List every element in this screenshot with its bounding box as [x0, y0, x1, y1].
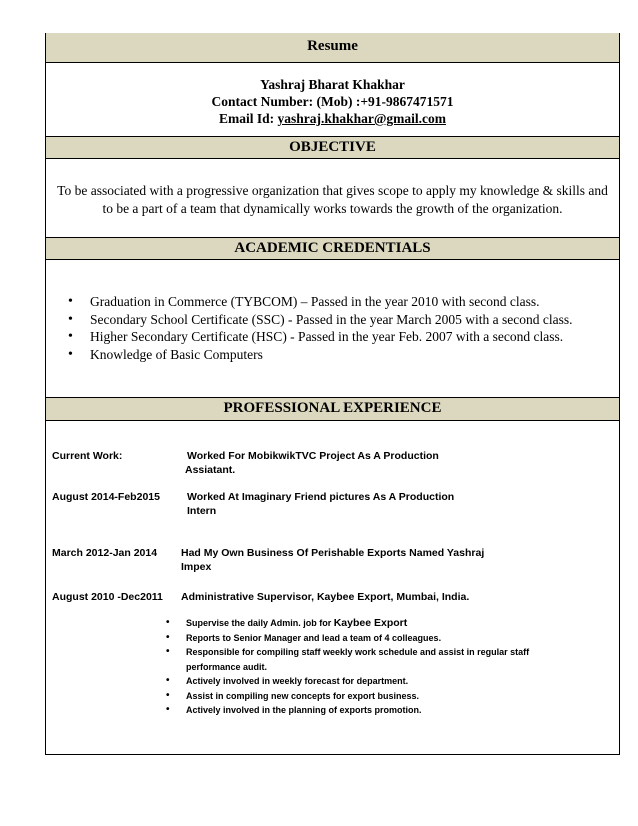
experience-role	[187, 490, 454, 518]
experience-role	[181, 546, 484, 574]
objective-text: To be associated with a progressive organization that gives scope to apply my knowledge & skills and to be a part of a team that dynamically works towards the growth of the organization.	[57, 183, 608, 216]
duty-company: Kaybee Export	[333, 617, 408, 629]
academic-item: • Secondary School Certificate (SSC) - Passed in the year March 2005 with a second class.	[66, 311, 573, 329]
experience-role-line: Intern	[187, 505, 217, 517]
email-line	[46, 110, 619, 127]
duty-item	[166, 616, 586, 631]
experience-role	[181, 590, 469, 604]
objective-heading: OBJECTIVE	[289, 139, 376, 155]
academic-item: • Knowledge of Basic Computers	[66, 346, 573, 364]
email-link[interactable]: yashraj.khakhar@gmail.com	[277, 111, 447, 126]
experience-period: August 2014-Feb2015	[52, 491, 160, 503]
resume-title-band	[46, 33, 619, 63]
duty-item: • Responsible for compiling staff weekly work schedule and assist in regular staff performance audit.	[166, 645, 586, 674]
academic-item: • Higher Secondary Certificate (HSC) - Passed in the year Feb. 2007 with a second class.	[66, 328, 573, 346]
objective-band	[46, 136, 619, 159]
experience-band	[46, 397, 619, 421]
email-label: Email Id:	[218, 111, 278, 126]
contact-block	[46, 76, 619, 127]
resume-frame	[45, 33, 620, 755]
academic-heading: ACADEMIC CREDENTIALS	[234, 240, 431, 256]
experience-role-line: Administrative Supervisor, Kaybee Export, Mumbai, India.	[181, 591, 470, 603]
duty-item: • Actively involved in weekly forecast for department.	[166, 674, 586, 689]
experience-role-line: Worked At Imaginary Friend pictures As A Production	[187, 491, 455, 503]
experience-role-line: Had My Own Business Of Perishable Exports Named Yashraj	[181, 547, 485, 559]
experience-role-line: Impex	[181, 561, 212, 573]
candidate-name: Yashraj Bharat Khakhar	[260, 77, 405, 92]
duty-text: Supervise the daily Admin. job for	[186, 618, 334, 628]
duties-list	[166, 616, 586, 718]
experience-heading: PROFESSIONAL EXPERIENCE	[223, 400, 442, 416]
experience-period: August 2010 -Dec2011	[52, 591, 163, 603]
academic-item: • Graduation in Commerce (TYBCOM) – Passed in the year 2010 with second class.	[66, 293, 573, 311]
experience-period: Current Work:	[52, 450, 123, 462]
experience-role	[187, 449, 439, 477]
academic-list	[66, 293, 573, 363]
duty-item: • Actively involved in the planning of exports promotion.	[166, 703, 586, 718]
experience-role-line: Assiatant.	[185, 464, 236, 476]
academic-band	[46, 237, 619, 260]
experience-period: March 2012-Jan 2014	[52, 547, 158, 559]
resume-title: Resume	[307, 38, 358, 54]
experience-role-line: Worked For MobikwikTVC Project As A Production	[187, 450, 439, 462]
duty-item: • Reports to Senior Manager and lead a team of 4 colleagues.	[166, 631, 586, 646]
contact-number: Contact Number: (Mob) :+91-9867471571	[211, 94, 454, 109]
duty-item: • Assist in compiling new concepts for export business.	[166, 689, 586, 704]
